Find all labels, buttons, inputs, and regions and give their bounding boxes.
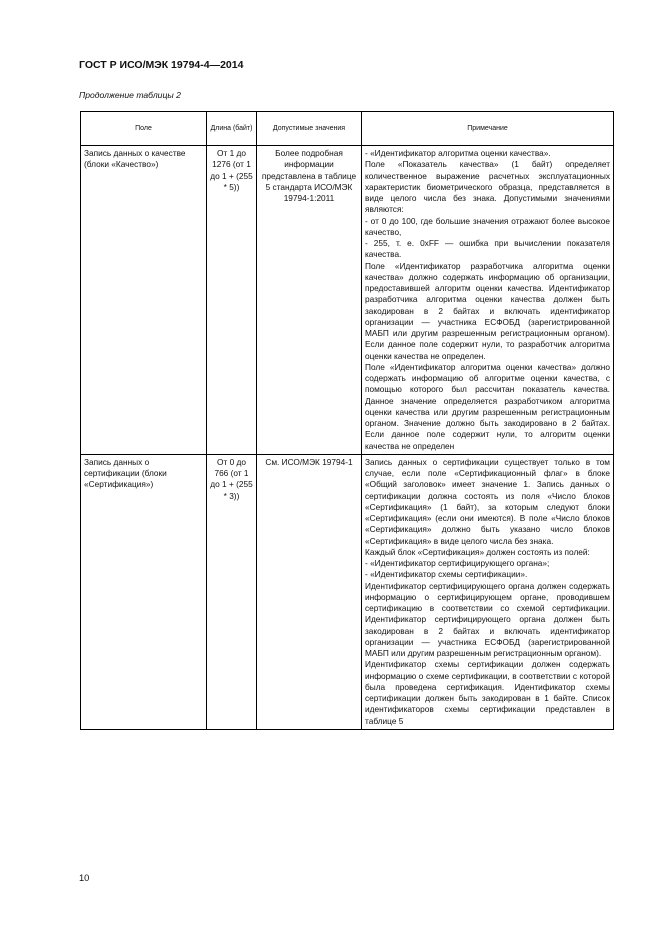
note-paragraph: Поле «Показатель качества» (1 байт) определяет количественное выражение расчетных эксплуатационных характеристик биометрического образца, представляется в виде целого числа без знака. Допустимыми значениями являются:	[365, 159, 610, 215]
note-paragraph: Каждый блок «Сертификация» должен состоять из полей:	[365, 546, 590, 557]
column-header-field: Поле	[81, 112, 207, 146]
page-number: 10	[79, 873, 90, 883]
column-header-length: Длина (байт)	[207, 112, 257, 146]
cell-length: От 0 до 766 (от 1 до 1 + (255 * 3))	[207, 454, 257, 729]
spec-table	[80, 111, 614, 730]
note-paragraph: - 255, т. е. 0xFF — ошибка при вычислении показателя качества.	[365, 238, 610, 260]
cell-values: См. ИСО/МЭК 19794-1	[257, 454, 362, 729]
column-header-values: Допустимые значения	[257, 112, 362, 146]
note-paragraph: Идентификатор схемы сертификации должен содержать информацию о схеме сертификации, в соответствии с которой была проведена сертификация. Идентификатор схемы сертификации должен быть закодирован в 1 байте. Список идентификаторов схемы сертификации представлен в таблице 5	[365, 659, 610, 726]
cell-field: Запись данных о сертификации (блоки «Сертификация»)	[81, 454, 207, 729]
note-paragraph: - от 0 до 100, где большие значения отражают более высокое качество,	[365, 215, 610, 237]
table-row-quality	[81, 146, 614, 455]
note-paragraph: Идентификатор сертифицирующего органа должен содержать информацию о сертифицирующем органе, проводившем сертификацию в соответствии со схемой сертификации. Идентификатор сертифицирующего органа должен быть закодирован в 2 байтах и включать идентификатор организации — участника ЕСФОБД (зарегистрированной МАБП или другим разрешенным регистрационным органом).	[365, 580, 610, 658]
document-header: ГОСТ Р ИСО/МЭК 19794-4—2014	[79, 59, 244, 71]
column-header-note: Примечание	[362, 112, 614, 146]
note-paragraph: Запись данных о сертификации существует только в том случае, если поле «Сертификационный флаг» в блоке «Общий заголовок» имеет значение 1. Запись данных о сертификации должна состоять из поля «Число блоков «Сертификация» (1 байт), за которым следуют блоки «Сертификация» (если они имеются). В поле «Число блоков «Сертификация» должно быть указано число блоков «Сертификация» в виде целого числа без знака.	[365, 456, 610, 546]
table-header-row	[81, 112, 614, 146]
note-paragraph: - «Идентификатор сертифицирующего органа»;	[365, 558, 550, 568]
table-caption: Продолжение таблицы 2	[79, 90, 181, 100]
cell-note	[362, 146, 614, 455]
note-paragraph: Поле «Идентификатор алгоритма оценки качества» должно содержать информацию об алгоритме оценки качества, с помощью которого был рассчитан показатель качества. Данное значение определяется разработчиком алгоритма оценки качества или другим разрешенным регистрационным органом. Значение должно быть закодировано в 2 байтах. Если данное поле содержит нули, то алгоритм оценки качества не определен	[365, 361, 610, 451]
cell-length: От 1 до 1276 (от 1 до 1 + (255 * 5))	[207, 146, 257, 455]
note-paragraph: Поле «Идентификатор разработчика алгоритма оценки качества» должно содержать информацию об организации, предоставившей алгоритм оценки качества. Идентификатор разработчика алгоритма оценки качества должен быть закодирован в 2 байтах и включать идентификатор организации — участника ЕСФОБД (зарегистрированной МАБП или другим разрешенным регистрационным органом). Если данное поле содержит нули, то разработчик алгоритма оценки качества не определен.	[365, 260, 610, 361]
cell-note	[362, 454, 614, 729]
cell-field: Запись данных о качестве (блоки «Качество»)	[81, 146, 207, 455]
table-row-certification	[81, 454, 614, 729]
cell-values: Более подробная информации представлена в таблице 5 стандарта ИСО/МЭК 19794-1:2011	[257, 146, 362, 455]
note-paragraph: - «Идентификатор алгоритма оценки качества».	[365, 148, 551, 158]
note-paragraph: - «Идентификатор схемы сертификации».	[365, 569, 528, 580]
